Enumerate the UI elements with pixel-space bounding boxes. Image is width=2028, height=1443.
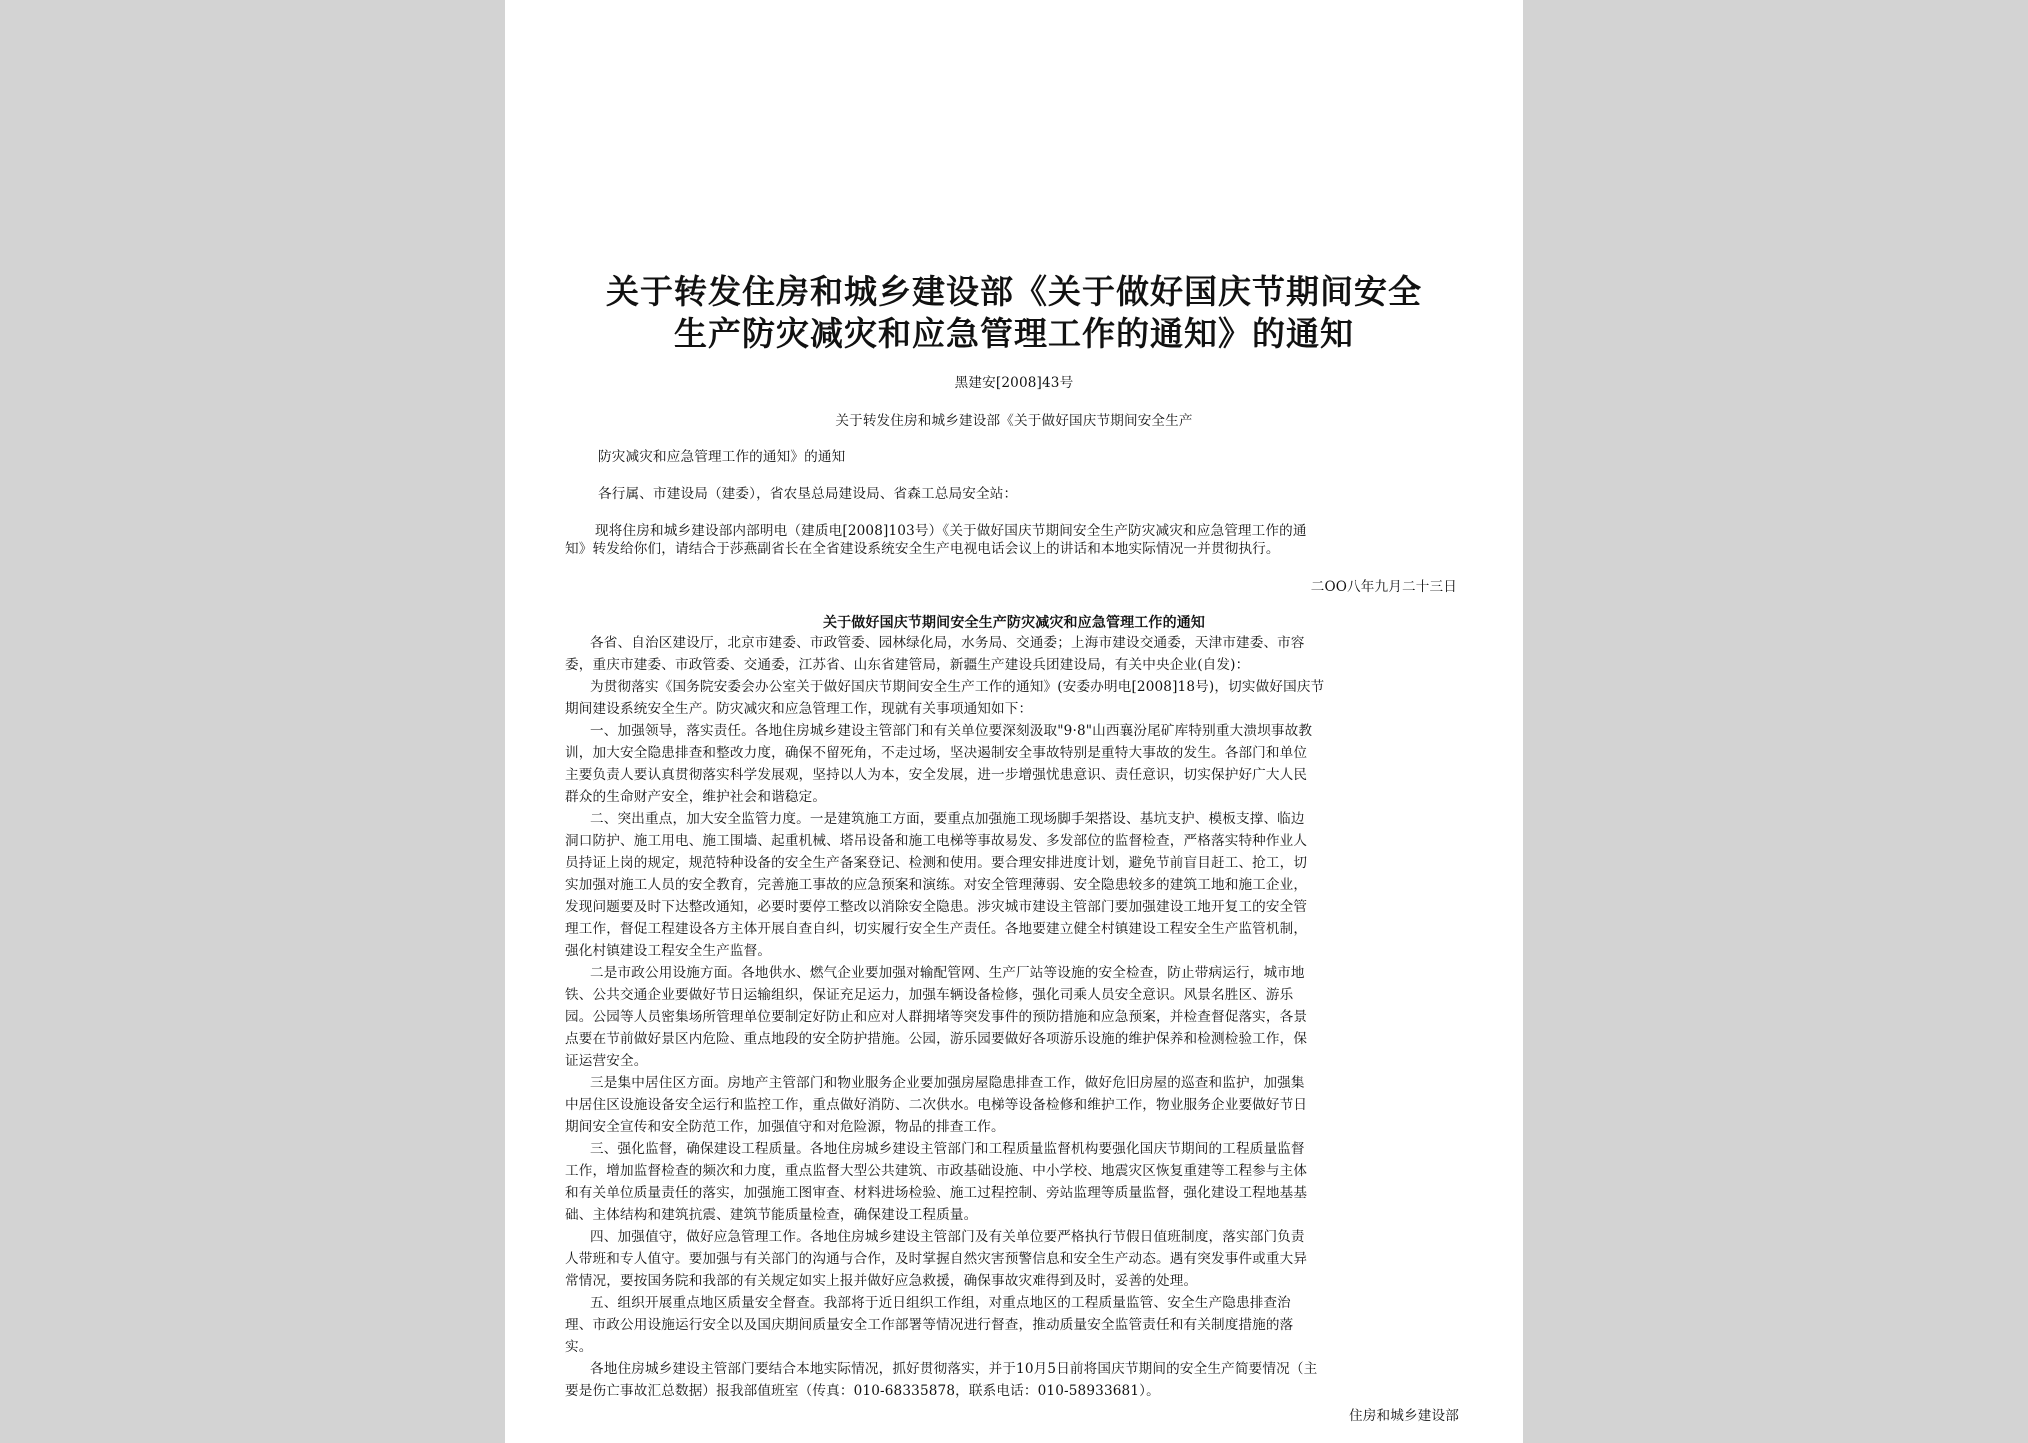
document-date: 二OO八年九月二十三日 [1310, 579, 1457, 595]
body-line: 理、市政公用设施运行安全以及国庆期间质量安全工作部署等情况进行督查，推动质量安全监管责任和有关制度措施的落 [565, 1317, 1294, 1333]
body-line: 期间安全宣传和安全防范工作，加强值守和对危险源，物品的排查工作。 [565, 1119, 1005, 1135]
body-line: 三、强化监督，确保建设工程质量。各地住房城乡建设主管部门和工程质量监督机构要强化国庆节期间的工程质量监督 [590, 1141, 1305, 1157]
subtitle-line-2: 防灾减灾和应急管理工作的通知》的通知 [598, 449, 846, 465]
body-line: 三是集中居住区方面。房地产主管部门和物业服务企业要加强房屋隐患排查工作，做好危旧房屋的巡查和监护，加强集 [590, 1075, 1305, 1091]
body-line: 点要在节前做好景区内危险、重点地段的安全防护措施。公园，游乐园要做好各项游乐设施的维护保养和检测检验工作，保 [565, 1031, 1308, 1047]
body-line: 强化村镇建设工程安全生产监督。 [565, 943, 772, 959]
body-line: 期间建设系统安全生产。防灾减灾和应急管理工作，现就有关事项通知如下： [565, 701, 1033, 717]
body-line: 洞口防护、施工用电、施工围墙、起重机械、塔吊设备和施工电梯等事故易发、多发部位的监督检查，严格落实特种作业人 [565, 833, 1308, 849]
body-line: 人带班和专人值守。要加强与有关部门的沟通与合作，及时掌握自然灾害预警信息和安全生产动态。遇有突发事件或重大异 [565, 1251, 1308, 1267]
body-line: 二、突出重点，加大安全监管力度。一是建筑施工方面，要重点加强施工现场脚手架搭设、基坑支护、模板支撑、临边 [590, 811, 1305, 827]
body-line: 铁、公共交通企业要做好节日运输组织，保证充足运力，加强车辆设备检修，强化司乘人员安全意识。风景名胜区、游乐 [565, 987, 1294, 1003]
body-line: 四、加强值守，做好应急管理工作。各地住房城乡建设主管部门及有关单位要严格执行节假日值班制度，落实部门负责 [590, 1229, 1305, 1245]
document-title-line-2: 生产防灾减灾和应急管理工作的通知》的通知 [674, 314, 1354, 353]
intro-line-2: 知》转发给你们，请结合于莎燕副省长在全省建设系统安全生产电视电话会议上的讲话和本地实际情况一并贯彻执行。 [565, 541, 1280, 557]
body-line: 主要负责人要认真贯彻落实科学发展观，坚持以人为本，安全发展，进一步增强忧患意识、责任意识，切实保护好广大人民 [565, 767, 1308, 783]
signature: 住房和城乡建设部 [1349, 1408, 1459, 1424]
body-line: 工作，增加监督检查的频次和力度，重点监督大型公共建筑、市政基础设施、中小学校、地震灾区恢复重建等工程参与主体 [565, 1163, 1308, 1179]
body-line: 发现问题要及时下达整改通知，必要时要停工整改以消除安全隐患。涉灾城市建设主管部门要加强建设工地开复工的安全管 [565, 899, 1308, 915]
body-line: 训，加大安全隐患排查和整改力度，确保不留死角，不走过场，坚决遏制安全事故特别是重特大事故的发生。各部门和单位 [565, 745, 1308, 761]
body-line: 和有关单位质量责任的落实，加强施工图审查、材料进场检验、施工过程控制、旁站监理等质量监督，强化建设工程地基基 [565, 1185, 1308, 1201]
body-line: 实加强对施工人员的安全教育，完善施工事故的应急预案和演练。对安全管理薄弱、安全隐患较多的建筑工地和施工企业， [565, 877, 1308, 893]
body-line: 实。 [565, 1339, 593, 1355]
subtitle-line-1: 关于转发住房和城乡建设部《关于做好国庆节期间安全生产 [835, 413, 1193, 429]
body-line: 为贯彻落实《国务院安委会办公室关于做好国庆节期间安全生产工作的通知》(安委办明电[2008]18号)，切实做好国庆节 [590, 679, 1325, 695]
body-line: 中居住区设施设备安全运行和监控工作，重点做好消防、二次供水。电梯等设备检修和维护工作，物业服务企业要做好节日 [565, 1097, 1308, 1113]
body-line: 理工作，督促工程建设各方主体开展自查自纠，切实履行安全生产责任。各地要建立健全村镇建设工程安全生产监管机制， [565, 921, 1308, 937]
body-line: 群众的生命财产安全，维护社会和谐稳定。 [565, 789, 827, 805]
document-page [505, 0, 1523, 1443]
body-line: 员持证上岗的规定，规范特种设备的安全生产备案登记、检测和使用。要合理安排进度计划，避免节前盲目赶工、抢工，切 [565, 855, 1308, 871]
body-line: 园。公园等人员密集场所管理单位要制定好防止和应对人群拥堵等突发事件的预防措施和应急预案，并检查督促落实，各景 [565, 1009, 1308, 1025]
recipients: 各行属、市建设局（建委），省农垦总局建设局、省森工总局安全站： [598, 486, 1018, 502]
document-title-line-1: 关于转发住房和城乡建设部《关于做好国庆节期间安全 [606, 272, 1422, 311]
body-line: 各省、自治区建设厅，北京市建委、市政管委、园林绿化局，水务局、交通委；上海市建设交通委，天津市建委、市容 [590, 635, 1305, 651]
body-line: 要是伤亡事故汇总数据）报我部值班室（传真：010-68335878，联系电话：010-58933681）。 [565, 1383, 1160, 1399]
body-line: 委，重庆市建委、市政管委、交通委，江苏省、山东省建管局，新疆生产建设兵团建设局，有关中央企业(自发)： [565, 657, 1250, 673]
document-number: 黑建安[2008]43号 [954, 375, 1074, 391]
intro-line-1: 现将住房和城乡建设部内部明电（建质电[2008]103号）《关于做好国庆节期间安全生产防灾减灾和应急管理工作的通 [595, 523, 1307, 539]
body-line: 五、组织开展重点地区质量安全督查。我部将于近日组织工作组，对重点地区的工程质量监管、安全生产隐患排查治 [590, 1295, 1291, 1311]
body-line: 础、主体结构和建筑抗震、建筑节能质量检查，确保建设工程质量。 [565, 1207, 978, 1223]
body-line: 二是市政公用设施方面。各地供水、燃气企业要加强对输配管网、生产厂站等设施的安全检查，防止带病运行，城市地 [590, 965, 1305, 981]
body-line: 各地住房城乡建设主管部门要结合本地实际情况，抓好贯彻落实，并于10月5日前将国庆节期间的安全生产简要情况（主 [590, 1361, 1318, 1377]
body-line: 一、加强领导，落实责任。各地住房城乡建设主管部门和有关单位要深刻汲取"9·8"山西襄汾尾矿库特别重大溃坝事故教 [590, 723, 1313, 739]
body-line: 常情况，要按国务院和我部的有关规定如实上报并做好应急救援，确保事故灾难得到及时，妥善的处理。 [565, 1273, 1198, 1289]
body-line: 证运营安全。 [565, 1053, 648, 1069]
notice-title: 关于做好国庆节期间安全生产防灾减灾和应急管理工作的通知 [822, 615, 1206, 631]
